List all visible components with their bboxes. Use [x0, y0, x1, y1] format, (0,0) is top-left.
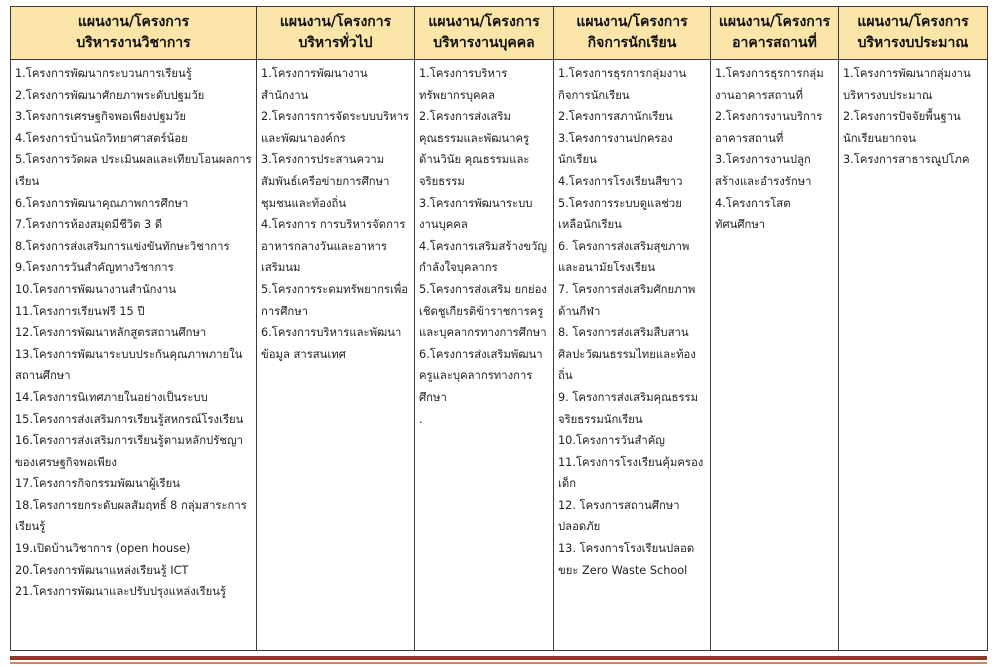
- project-item: 1.โครงการธุรการกลุ่มงานอาคารสถานที่: [715, 67, 824, 102]
- project-item: 3.โครงการงานปลูกสร้างและอำรงรักษา: [715, 153, 812, 188]
- project-item: 2.โครงการสภานักเรียน: [558, 110, 673, 124]
- project-item: 6.โครงการพัฒนาคุณภาพการศึกษา: [15, 196, 189, 210]
- project-item: 5.โครงการวัดผล ประเมินผลและเทียบโอนผลการเรียน: [15, 153, 252, 188]
- project-item: 8.โครงการส่งเสริมการแข่งขันทักษะวิชาการ: [15, 239, 230, 253]
- project-item: 10.โครงการวันสำคัญ: [558, 434, 665, 448]
- project-item: 9. โครงการส่งเสริมคุณธรรมจริยธรรมนักเรียน: [558, 390, 699, 426]
- project-item: 6. โครงการส่งเสริมสุขภาพและอนามัยโรงเรียน: [558, 239, 690, 275]
- project-item: 8. โครงการส่งเสริมสืบสานศิลปะวัฒนธรรมไทยและท้องถิ่น: [558, 326, 696, 383]
- bottom-divider: [10, 656, 987, 660]
- project-item: 21.โครงการพัฒนาและปรับปรุงแหล่งเรียนรู้: [15, 585, 227, 599]
- project-item: 20.โครงการพัฒนาแหล่งเรียนรู้ ICT: [15, 563, 189, 577]
- project-item: 4.โครงการ การบริหารจัดการอาหารกลางวันและอาหารเสริมนม: [261, 218, 406, 275]
- project-item: 7.โครงการห้องสมุดมีชีวิต 3 ดี: [15, 218, 163, 232]
- column-student-affairs: [554, 60, 711, 651]
- header-line: แผนงาน/โครงการ: [718, 14, 831, 30]
- project-item: 4.โครงการโรงเรียนสีขาว: [558, 174, 683, 188]
- project-item: 3.โครงการพัฒนาระบบงานบุคคล: [419, 196, 533, 232]
- project-item: 2.โครงการพัฒนาศักยภาพระดับปฐมวัย: [15, 88, 205, 102]
- project-list: [15, 63, 252, 603]
- column-personnel: [415, 60, 554, 651]
- header-line: บริหารงานบุคคล: [433, 35, 535, 51]
- project-item: 2.โครงการการจัดระบบบริหารและพัฒนาองค์กร: [261, 110, 410, 145]
- header-academic: [11, 7, 257, 60]
- project-item: 3.โครงการเศรษฐกิจพอเพียงปฐมวัย: [15, 110, 186, 124]
- project-item: 15.โครงการส่งเสริมการเรียนรู้สหกรณ์โรงเรียน: [15, 412, 244, 426]
- project-plan-table: [10, 6, 988, 651]
- header-line: บริหารงบประมาณ: [857, 35, 969, 51]
- project-item: 5.โครงการส่งเสริม ยกย่องเชิดชูเกียรติข้าราชการครูและบุคลากรทางการศึกษา: [419, 282, 547, 340]
- project-item: 5.โครงการระดมทรัพยากรเพื่อการศึกษา: [261, 282, 409, 318]
- project-item: 3.โครงการงานปกครองนักเรียน: [558, 131, 673, 167]
- column-buildings: [711, 60, 839, 651]
- project-item: 13. โครงการโรงเรียนปลอดขยะ Zero Waste School: [558, 542, 695, 577]
- header-line: บริหารทั่วไป: [298, 35, 373, 51]
- content-row: [11, 60, 988, 651]
- header-line: แผนงาน/โครงการ: [428, 14, 540, 30]
- project-plan-table-wrapper: [10, 6, 987, 651]
- project-item: 11.โครงการโรงเรียนคุ้มครองเด็ก: [558, 455, 704, 491]
- project-list: [419, 63, 549, 430]
- header-personnel: [415, 7, 554, 60]
- project-item: 4.โครงการเสริมสร้างขวัญกำลังใจบุคลากร: [419, 239, 548, 275]
- header-line: แผนงาน/โครงการ: [857, 14, 969, 30]
- header-general: [257, 7, 415, 60]
- bottom-divider-thin: [10, 662, 987, 664]
- project-item: .: [419, 412, 423, 426]
- project-list: [261, 63, 410, 365]
- project-item: 9.โครงการวันสำคัญทางวิชาการ: [15, 261, 174, 275]
- project-item: 1.โครงการพัฒนากระบวนการเรียนรู้: [15, 67, 192, 80]
- project-item: 17.โครงการกิจกรรมพัฒนาผู้เรียน: [15, 477, 180, 491]
- header-buildings: [711, 7, 839, 60]
- header-line: อาคารสถานที่: [732, 35, 817, 51]
- header-line: กิจการนักเรียน: [587, 35, 677, 51]
- header-student-affairs: [554, 7, 711, 60]
- project-item: 2.โครงการส่งเสริมคุณธรรมและพัฒนาครูด้านวินัย คุณธรรมและจริยธรรม: [419, 110, 530, 188]
- project-item: 1.โครงการบริหารทรัพยากรบุคคล: [419, 67, 508, 102]
- project-item: 18.โครงการยกระดับผลสัมฤทธิ์ 8 กลุ่มสาระการเรียนรู้: [15, 498, 247, 534]
- project-item: 5.โครงการระบบดูแลช่วยเหลือนักเรียน: [558, 196, 682, 232]
- project-item: 7. โครงการส่งเสริมศักยภาพด้านกีฬา: [558, 282, 696, 318]
- header-line: แผนงาน/โครงการ: [576, 14, 688, 30]
- project-item: 1.โครงการพัฒนางานสำนักงาน: [261, 67, 368, 102]
- header-budget: [839, 7, 988, 60]
- header-row: [11, 7, 988, 60]
- project-item: 12.โครงการพัฒนาหลักสูตรสถานศึกษา: [15, 326, 207, 340]
- column-general: [257, 60, 415, 651]
- project-item: 1.โครงการธุรการกลุ่มงานกิจการนักเรียน: [558, 67, 687, 102]
- project-item: 10.โครงการพัฒนางานสำนักงาน: [15, 282, 177, 296]
- project-item: 11.โครงการเรียนฟรี 15 ปี: [15, 304, 145, 318]
- project-item: 4.โครงการโสตทัศนศึกษา: [715, 196, 791, 232]
- header-line: บริหารงานวิชาการ: [76, 35, 191, 51]
- project-item: 14.โครงการนิเทศภายในอย่างเป็นระบบ: [15, 390, 208, 404]
- project-list: [843, 63, 983, 171]
- project-item: 16.โครงการส่งเสริมการเรียนรู้ตามหลักปรัชญาของเศรษฐกิจพอเพียง: [15, 434, 243, 469]
- project-item: 1.โครงการพัฒนากลุ่มงานบริหารงบประมาณ: [843, 67, 971, 102]
- header-line: แผนงาน/โครงการ: [279, 14, 392, 30]
- project-item: 6.โครงการส่งเสริมพัฒนาครูและบุคลากรทางการศึกษา: [419, 347, 543, 404]
- project-item: 19.เปิดบ้านวิชาการ (open house): [15, 542, 191, 556]
- project-item: 13.โครงการพัฒนาระบบประกันคุณภาพภายในสถานศึกษา: [15, 347, 243, 383]
- project-item: 3.โครงการสาธารณูปโภค: [843, 153, 970, 167]
- project-list: [715, 63, 834, 236]
- project-item: 2.โครงการปัจจัยพื้นฐานนักเรียนยากจน: [843, 110, 961, 145]
- project-item: 4.โครงการบ้านนักวิทยาศาสตร์น้อย: [15, 131, 188, 145]
- project-item: 12. โครงการสถานศึกษาปลอดภัย: [558, 498, 680, 534]
- project-item: 6.โครงการบริหารและพัฒนาข้อมูล สารสนเทศ: [261, 326, 402, 361]
- project-list: [558, 63, 706, 581]
- column-budget: [839, 60, 988, 651]
- column-academic: [11, 60, 257, 651]
- project-item: 3.โครงการประสานความสัมพันธ์เครือข่ายการศึกษา ชุมชนและท้องถิ่น: [261, 153, 390, 210]
- header-line: แผนงาน/โครงการ: [77, 14, 190, 30]
- project-item: 2.โครงการงานบริการอาคารสถานที่: [715, 110, 823, 145]
